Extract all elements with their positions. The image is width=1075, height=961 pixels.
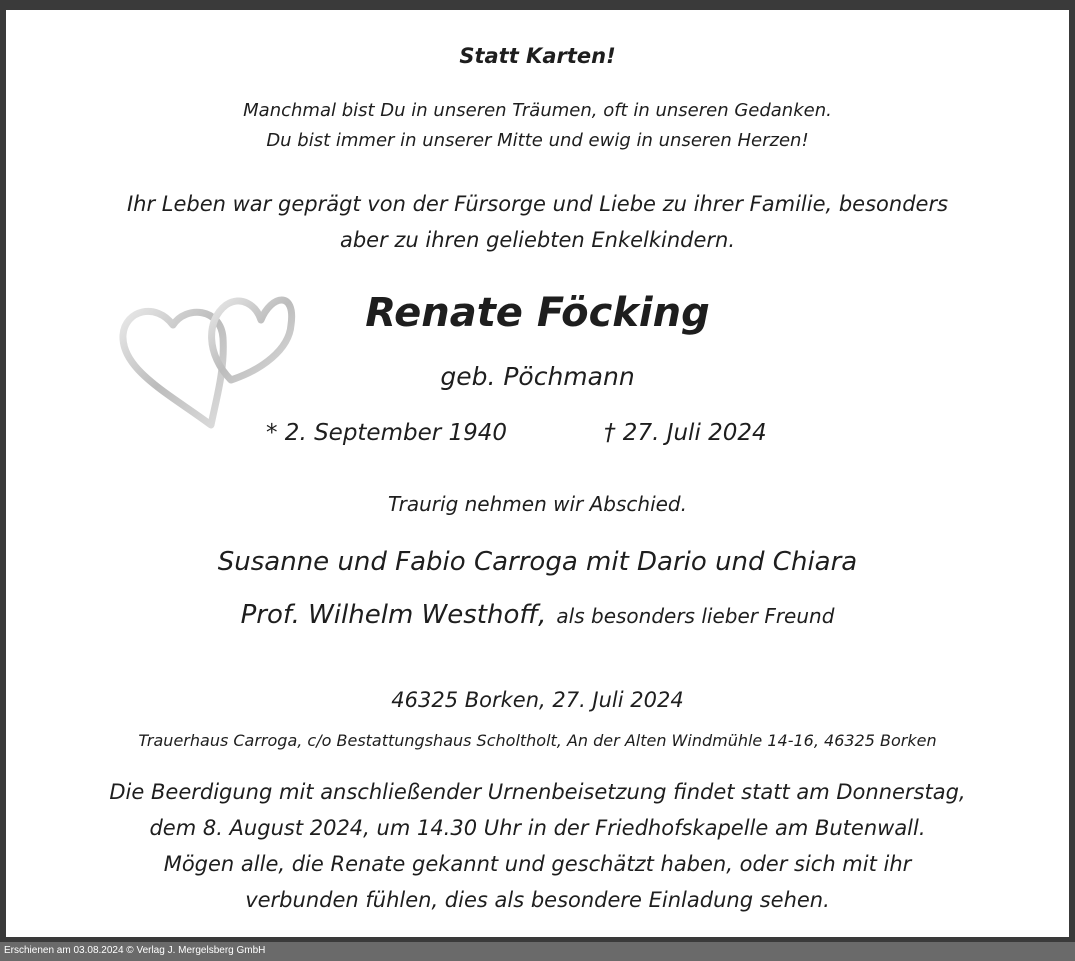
publication-footer [0, 942, 1075, 961]
birth-date: * 2. September 1940 [266, 420, 508, 446]
obituary-notice [6, 10, 1069, 937]
death-date: † 27. Juli 2024 [604, 420, 767, 446]
mourning-address: Trauerhaus Carroga, c/o Bestattungshaus Scholtholt, An der Alten Windmühle 14-16, 46325 Borken [138, 731, 937, 750]
funeral-line-1: Die Beerdigung mit anschließender Urnenbeisetzung findet statt am Donnerstag, [109, 780, 966, 804]
mourners-line-2 [6, 600, 1069, 630]
poem-line-1: Manchmal bist Du in unseren Träumen, oft in unseren Gedanken. [243, 100, 832, 121]
mourner-name: Prof. Wilhelm Westhoff, [240, 600, 547, 630]
funeral-line-2: dem 8. August 2024, um 14.30 Uhr in der Friedhofskapelle am Butenwall. [149, 816, 926, 840]
life-dates [6, 420, 1069, 454]
farewell-text: Traurig nehmen wir Abschied. [387, 492, 687, 516]
poem-line-2: Du bist immer in unserer Mitte und ewig in unseren Herzen! [266, 130, 809, 151]
funeral-line-3: Mögen alle, die Renate gekannt und geschätzt haben, oder sich mit ihr [163, 852, 912, 876]
notice-heading: Statt Karten! [459, 44, 616, 68]
mourners-line-1: Susanne und Fabio Carroga mit Dario und Chiara [217, 547, 858, 577]
tribute-line-1: Ihr Leben war geprägt von der Fürsorge und Liebe zu ihrer Familie, besonders [126, 192, 949, 216]
deceased-name: Renate Föcking [365, 290, 710, 336]
place-date: 46325 Borken, 27. Juli 2024 [391, 688, 684, 712]
tribute-line-2: aber zu ihren geliebten Enkelkindern. [339, 228, 736, 252]
maiden-name: geb. Pöchmann [440, 362, 635, 391]
publication-credit: Erschienen am 03.08.2024 © Verlag J. Mergelsberg GmbH [4, 945, 266, 956]
funeral-line-4: verbunden fühlen, dies als besondere Einladung sehen. [245, 888, 830, 912]
mourner-note: als besonders lieber Freund [556, 604, 835, 628]
